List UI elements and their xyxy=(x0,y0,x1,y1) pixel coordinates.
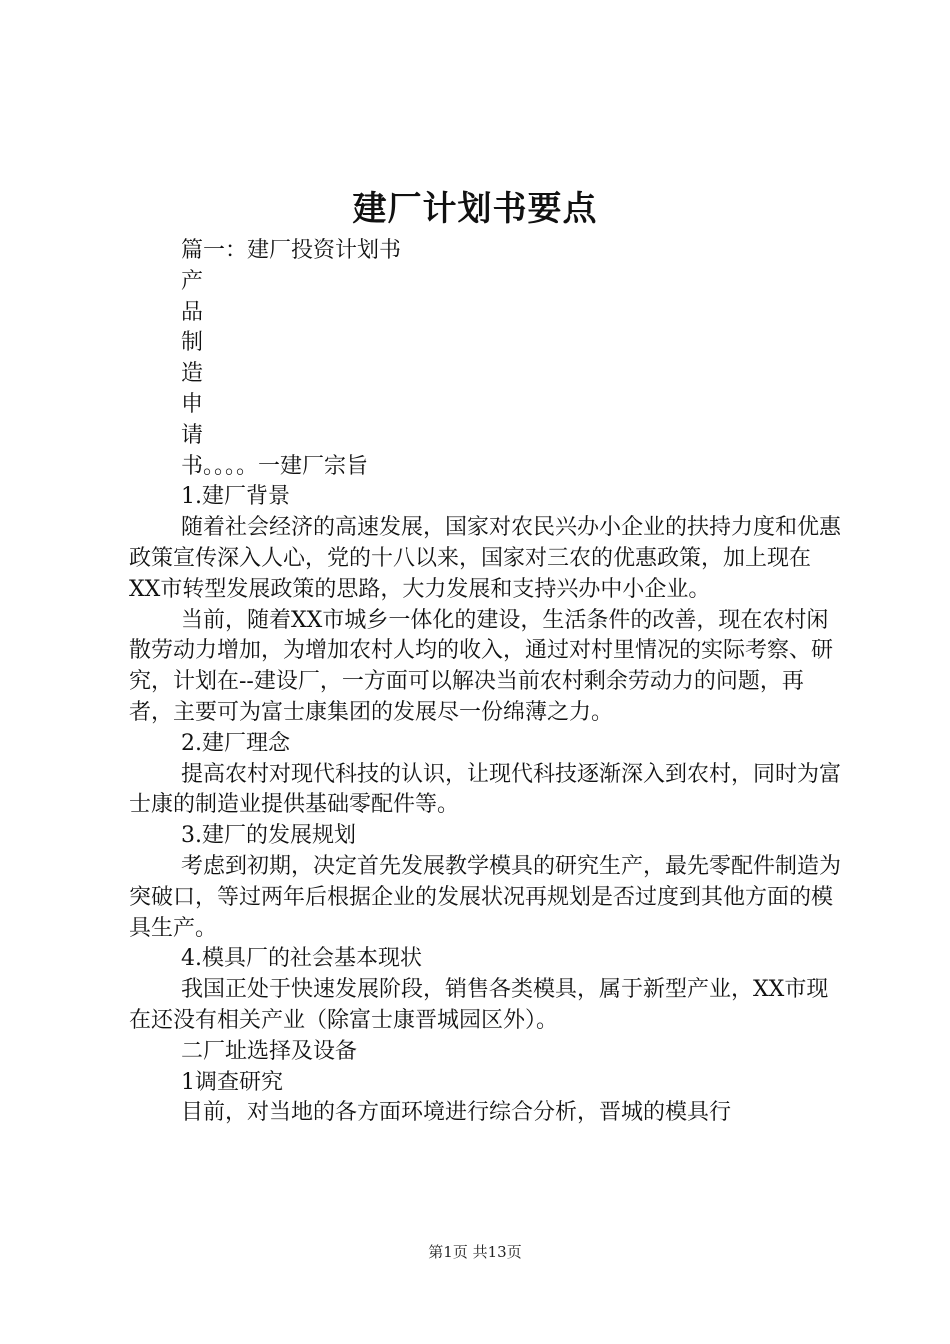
section-heading: 1.建厂背景 xyxy=(181,484,290,510)
section-heading: 书。。。。一建厂宗旨 xyxy=(181,453,369,479)
part-heading: 二厂址选择及设备 xyxy=(181,1038,358,1064)
document-title: 建厂计划书要点 xyxy=(352,189,598,229)
vertical-char: 品 xyxy=(181,299,204,325)
vertical-char: 产 xyxy=(181,268,204,294)
paragraph: 我国正处于快速发展阶段，销售各类模具，属于新型产业，XX市现在还没有相关产业（除富士康晋城园区外）。 xyxy=(129,977,829,1033)
paragraph: 目前，对当地的各方面环境进行综合分析，晋城的模具行 xyxy=(181,1100,732,1126)
vertical-char: 请 xyxy=(181,422,204,448)
paragraph: 考虑到初期，决定首先发展教学模具的研究生产，最先零配件制造为突破口，等过两年后根据企业的发展状况再规划是否过度到其他方面的模具生产。 xyxy=(129,853,842,941)
paragraph: 提高农村对现代科技的认识，让现代科技逐渐深入到农村，同时为富士康的制造业提供基础零配件等。 xyxy=(129,761,842,818)
vertical-text-block xyxy=(129,267,841,452)
paragraph: 当前，随着XX市城乡一体化的建设，生活条件的改善，现在农村闲散劳动力增加，为增加农村人均的收入，通过对村里情况的实际考察、研究，计划在--建设厂，一方面可以解决当前农村剩余劳动力的问题，再者，主要可为富士康集团的发展尽一份绵薄之力。 xyxy=(129,607,834,725)
page-footer: 第1页 共13页 xyxy=(428,1243,522,1261)
vertical-char: 造 xyxy=(181,361,204,387)
vertical-char: 申 xyxy=(181,391,204,417)
section-heading: 4.模具厂的社会基本现状 xyxy=(181,946,422,972)
section-heading: 2.建厂理念 xyxy=(181,730,290,756)
vertical-char: 制 xyxy=(181,330,204,356)
section-heading: 3.建厂的发展规划 xyxy=(181,823,356,849)
section-heading: 1调查研究 xyxy=(181,1069,283,1095)
part-heading: 篇一：建厂投资计划书 xyxy=(181,238,402,263)
document-body xyxy=(129,236,841,1129)
paragraph: 随着社会经济的高速发展，国家对农民兴办小企业的扶持力度和优惠政策宣传深入人心，党的十八以来，国家对三农的优惠政策，加上现在XX市转型发展政策的思路，大力发展和支持兴办中小企业。 xyxy=(129,515,842,602)
